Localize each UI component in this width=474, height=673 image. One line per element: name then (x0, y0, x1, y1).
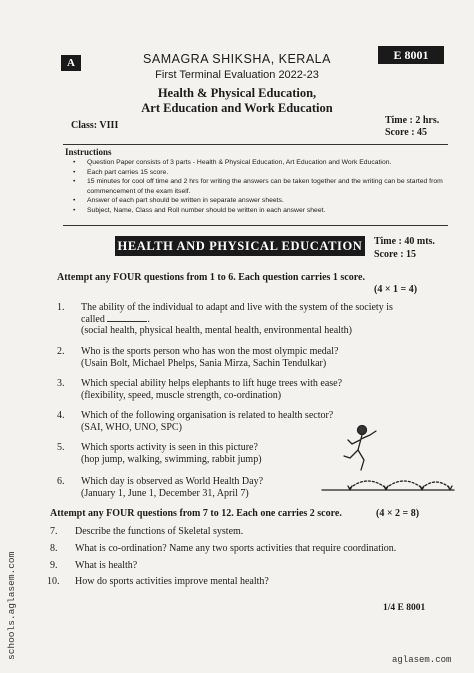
question-number: 7. (50, 526, 58, 537)
question-number: 1. (57, 302, 65, 313)
part1-heading: Attempt any FOUR questions from 1 to 6. Each question carries 1 score. (57, 272, 365, 283)
hop-arc (350, 481, 386, 488)
question-text: Which day is observed as World Health Day? (81, 476, 264, 487)
figure-leg (358, 450, 364, 470)
class-label: Class: VIII (71, 120, 119, 131)
question-number: 3. (57, 378, 65, 389)
instruction-item: • 15 minutes for cool off time and 2 hrs for writing the answers can be taken together and the writing can be started from commencement of the exam itself. (87, 177, 448, 196)
answer-blank (107, 321, 147, 322)
corner-watermark: aglasem.com (392, 655, 452, 665)
hop-arc (422, 482, 450, 488)
question-number: 6. (57, 476, 65, 487)
question-text: Which special ability helps elephants to lift huge trees with ease? (81, 378, 343, 389)
part2-marks: (4 × 2 = 8) (376, 508, 420, 519)
figure-head (358, 426, 367, 435)
figure-arm (348, 440, 360, 444)
section-banner: HEALTH AND PHYSICAL EDUCATION (115, 236, 365, 256)
side-watermark: schools.aglasem.com (6, 551, 17, 660)
question-text: Which of the following organisation is related to health sector? (81, 410, 334, 421)
question-options: (flexibility, speed, muscle strength, co-ordination) (81, 390, 282, 401)
part2-heading: Attempt any FOUR questions from 7 to 12. Each one carries 2 score. (50, 508, 342, 519)
set-badge: A (61, 55, 81, 71)
question-number: 9. (50, 560, 58, 571)
question-number: 5. (57, 442, 65, 453)
question-text-part: called (81, 314, 105, 325)
subject-line-1: Health & Physical Education, (157, 86, 317, 100)
question-options: (social health, physical health, mental health, environmental health) (81, 325, 353, 336)
total-score: Score : 45 (385, 127, 428, 138)
instructions-list (63, 158, 448, 216)
question-text: Who is the sports person who has won the most olympic medal? (81, 346, 339, 357)
hop-arc (386, 481, 422, 488)
instruction-item: • Question Paper consists of 3 parts - Health & Physical Education, Art Education and Work Education. (87, 158, 448, 168)
page-indicator: 1/4 E 8001 (383, 603, 426, 613)
question-text: What is health? (75, 560, 138, 571)
question-text: What is co-ordination? Name any two sports activities that require coordination. (75, 543, 397, 554)
instructions-title: Instructions (65, 147, 112, 157)
question-options: (Usain Bolt, Michael Phelps, Sania Mirza, Sachin Tendulkar) (81, 358, 327, 369)
question-text-continued: called . (81, 314, 150, 325)
section-score: Score : 15 (374, 249, 417, 260)
question-number: 8. (50, 543, 58, 554)
instruction-item: • Subject, Name, Class and Roll number should be written in each answer sheet. (87, 206, 448, 216)
organisation-title: SAMAGRA SHIKSHA, KERALA (143, 52, 331, 66)
part1-marks: (4 × 1 = 4) (374, 284, 418, 295)
question-number: 4. (57, 410, 65, 421)
instruction-item: • Answer of each part should be written in separate answer sheets. (87, 196, 448, 206)
instruction-item: • Each part carries 15 score. (87, 168, 448, 178)
total-time: Time : 2 hrs. (385, 115, 440, 126)
question-text: How do sports activities improve mental health? (75, 576, 269, 587)
figure-torso (358, 435, 362, 450)
question-text: The ability of the individual to adapt and live with the system of the society is (81, 302, 393, 313)
paper-code-badge: E 8001 (378, 46, 444, 64)
instructions-box (63, 144, 448, 226)
question-options: (January 1, June 1, December 31, April 7) (81, 488, 249, 499)
question-number: 10. (47, 576, 60, 587)
question-text: Which sports activity is seen in this picture? (81, 442, 258, 453)
question-options: (hop jump, walking, swimming, rabbit jump) (81, 454, 262, 465)
section-time: Time : 40 mts. (374, 236, 435, 247)
exam-name: First Terminal Evaluation 2022-23 (155, 69, 319, 81)
subject-line-2: Art Education and Work Education (141, 101, 333, 115)
question-text: Describe the functions of Skeletal system. (75, 526, 244, 537)
hop-jump-figure (318, 422, 458, 497)
question-number: 2. (57, 346, 65, 357)
figure-leg (344, 450, 358, 458)
question-options: (SAI, WHO, UNO, SPC) (81, 422, 182, 433)
